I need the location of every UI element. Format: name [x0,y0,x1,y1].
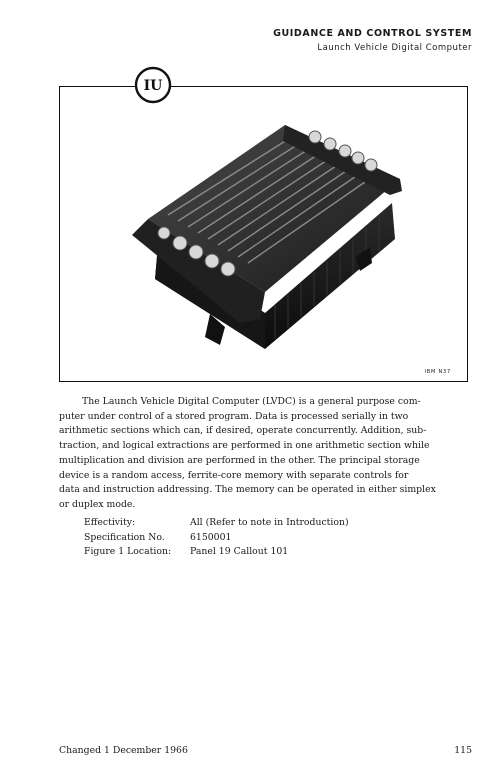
spec-row [84,516,349,531]
body-line: multiplication and division are performed in the other. The principal storage [59,454,420,466]
body-line: or duplex mode. [59,498,136,510]
change-note: Changed 1 December 1966 [59,745,188,756]
body-line: The Launch Vehicle Digital Computer (LVDC) is a general purpose com- [82,396,421,407]
page-header-title: GUIDANCE AND CONTROL SYSTEM [273,28,472,39]
spec-value: Panel 19 Callout 101 [190,546,289,557]
iu-logo-text: IU [143,78,163,94]
body-line: device is a random access, ferrite-core memory with separate controls for [59,469,409,481]
page-number: 115 [454,745,472,756]
figure-frame [59,86,468,382]
spec-value: 6150001 [190,531,232,543]
spec-row [84,545,349,560]
body-line: puter under control of a stored program. Data is processed serially in two [59,410,409,422]
iu-logo [134,66,172,104]
computer-module-photo [60,87,467,381]
spec-row [84,531,349,546]
spec-value: All (Refer to note in Introduction) [190,517,349,528]
body-line: traction, and logical extractions are performed in one arithmetic section while [59,440,430,452]
spec-label: Specification No. [84,531,165,543]
body-line: arithmetic sections which can, if desired, operate concurrently. Addition, sub- [59,425,427,437]
figure-id-label: IBM N37 [424,369,451,375]
spec-table [84,516,349,560]
body-line: data and instruction addressing. The memory can be operated in either simplex [59,484,436,496]
description-paragraph [59,395,479,513]
page-header-subtitle: Launch Vehicle Digital Computer [317,43,472,53]
spec-label: Effectivity: [84,517,136,528]
spec-label: Figure 1 Location: [84,546,172,557]
